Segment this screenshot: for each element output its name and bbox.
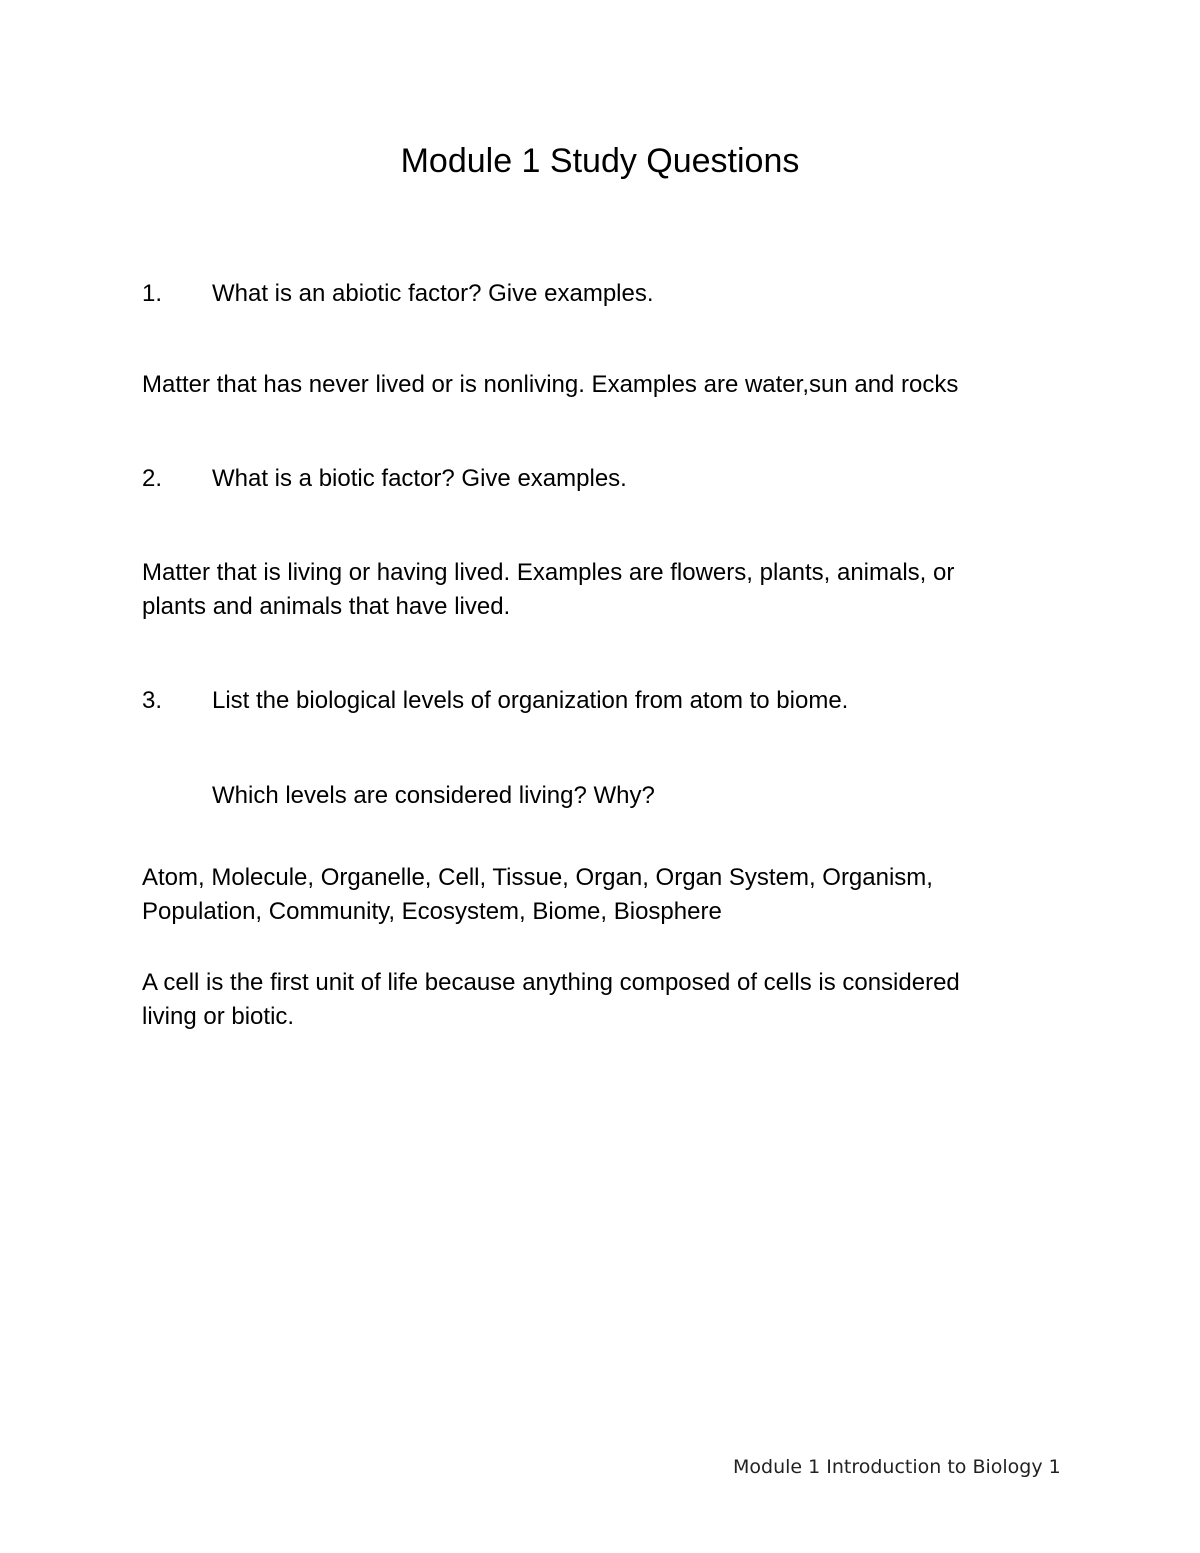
question-1-text: What is an abiotic factor? Give examples.: [212, 280, 654, 307]
question-1-number: 1.: [142, 280, 163, 307]
question-2-number: 2.: [142, 465, 163, 492]
answer-3-line-1: Atom, Molecule, Organelle, Cell, Tissue, Organ, Organ System, Organism,: [142, 864, 933, 891]
page-footer: Module 1 Introduction to Biology 1: [733, 1456, 1061, 1478]
answer-3b-line-2: living or biotic.: [142, 1003, 295, 1030]
answer-3b-line-1: A cell is the first unit of life because anything composed of cells is considered: [142, 969, 960, 996]
question-3-subquestion: Which levels are considered living? Why?: [212, 782, 655, 809]
answer-3-line-2: Population, Community, Ecosystem, Biome, Biosphere: [142, 898, 722, 925]
answer-1-line-1: Matter that has never lived or is nonliving. Examples are water,sun and rocks: [142, 371, 959, 398]
question-3-number: 3.: [142, 687, 163, 714]
page-title: Module 1 Study Questions: [400, 142, 800, 180]
question-3-text: List the biological levels of organization from atom to biome.: [212, 687, 849, 714]
answer-2-line-1: Matter that is living or having lived. Examples are flowers, plants, animals, or: [142, 559, 955, 586]
question-2-text: What is a biotic factor? Give examples.: [212, 465, 627, 492]
answer-2-line-2: plants and animals that have lived.: [142, 593, 511, 620]
